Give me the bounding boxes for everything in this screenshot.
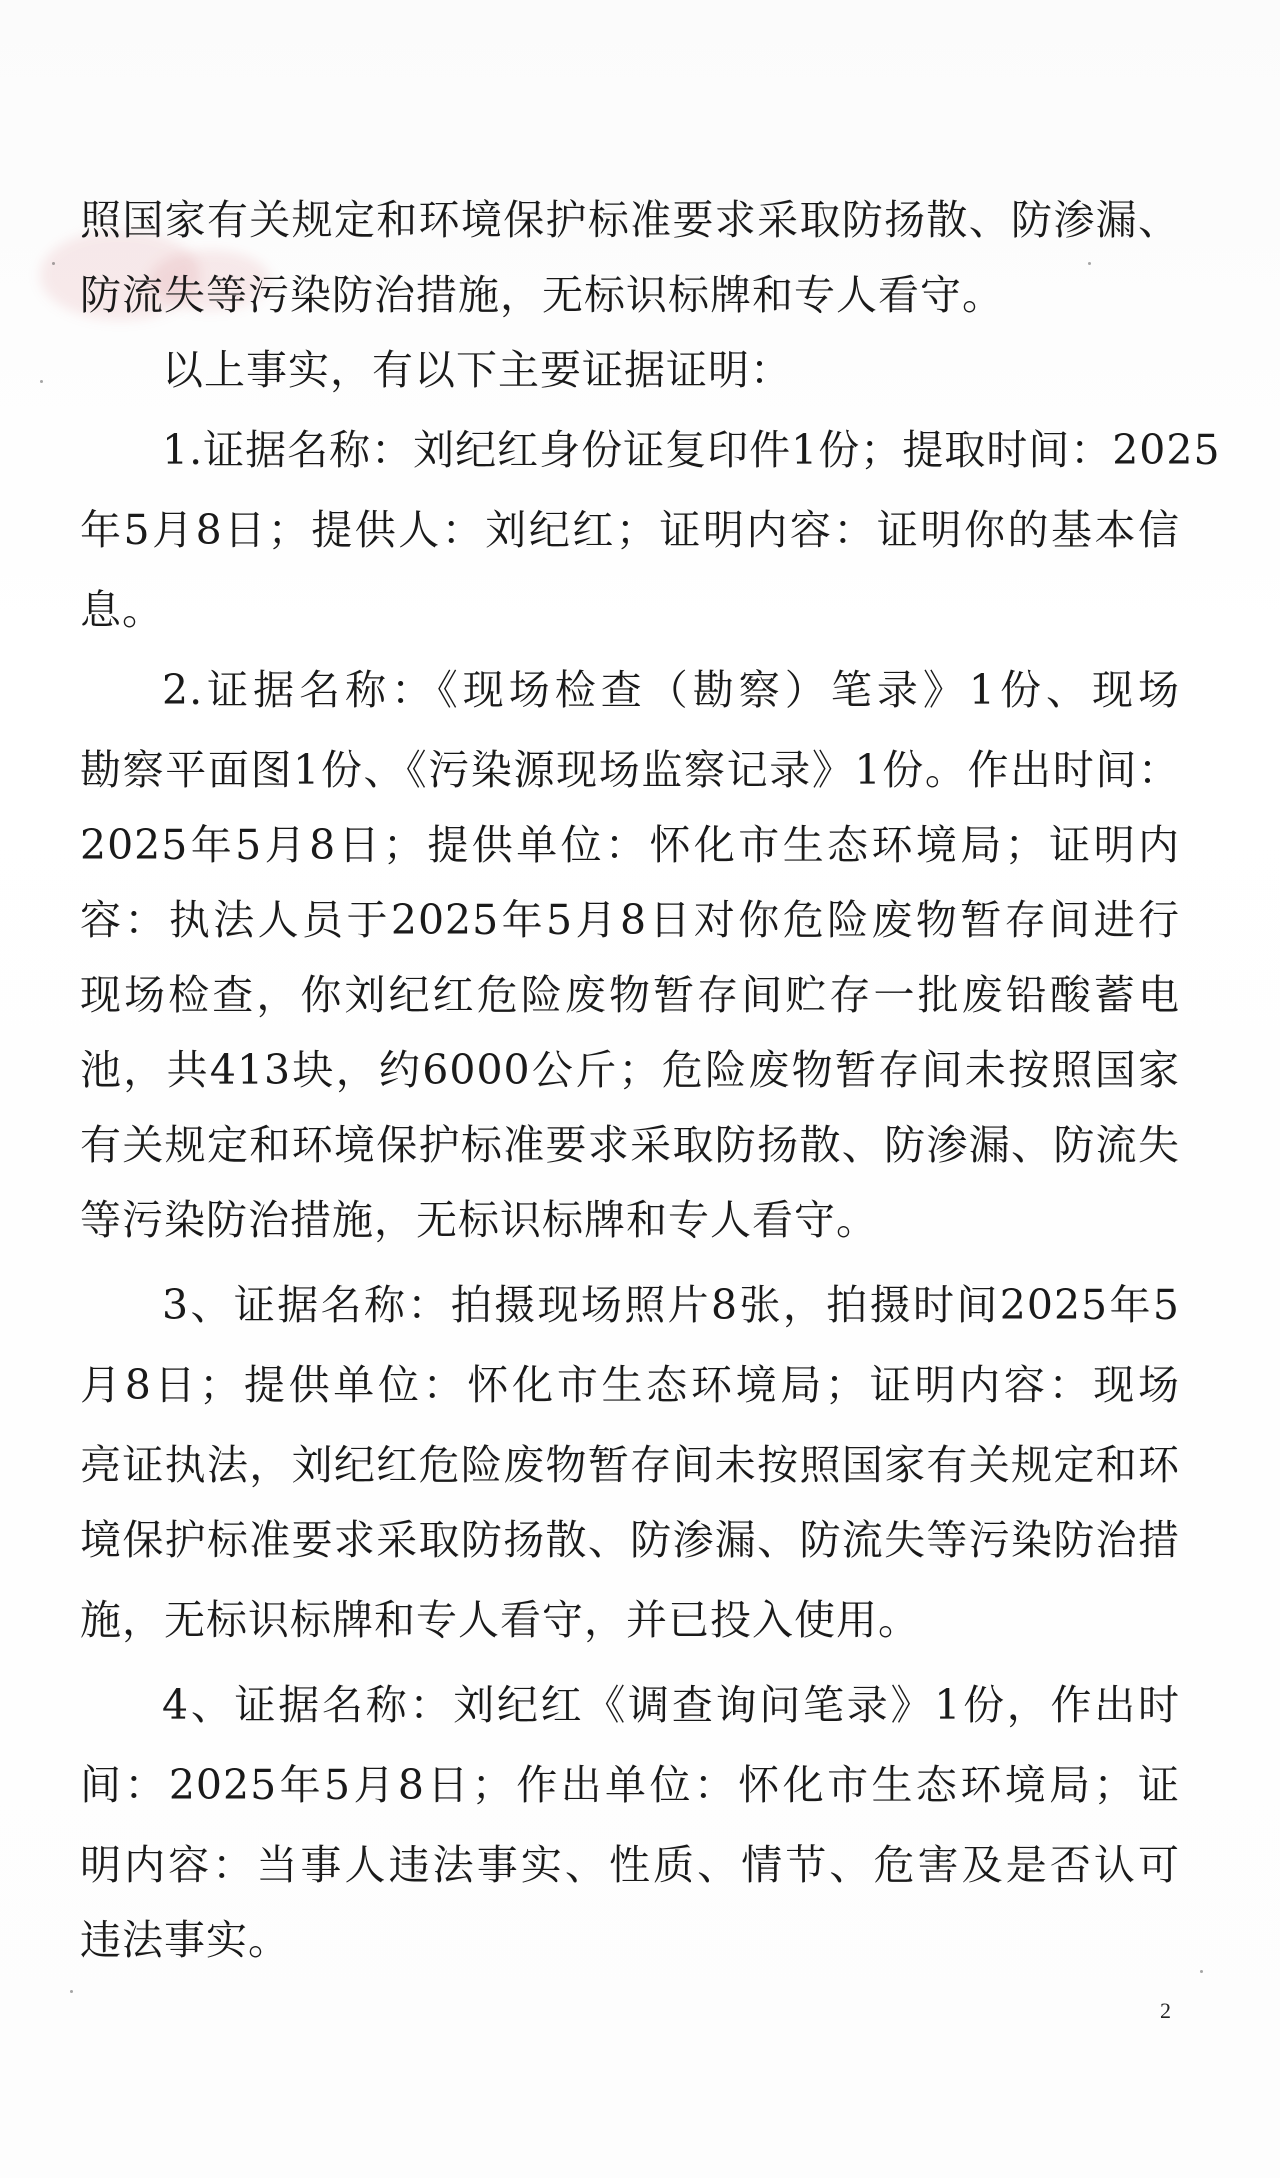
evidence-2-line: 容：执法人员于2025年5月8日对你危险废物暂存间进行 bbox=[80, 896, 1180, 944]
evidence-3-line: 施，无标识标牌和专人看守，并已投入使用。 bbox=[80, 1596, 920, 1644]
evidence-1-line: 1.证据名称：刘纪红身份证复印件1份；提取时间：2025 bbox=[162, 426, 1221, 474]
evidence-4-line: 间：2025年5月8日；作出单位：怀化市生态环境局；证 bbox=[80, 1761, 1180, 1809]
evidence-2-line: 有关规定和环境保护标准要求采取防扬散、防渗漏、防流失 bbox=[80, 1121, 1180, 1169]
evidence-2-line: 等污染防治措施，无标识标牌和专人看守。 bbox=[80, 1196, 878, 1244]
scan-speck bbox=[40, 380, 43, 383]
evidence-2-line: 勘察平面图1份、《污染源现场监察记录》1份。作出时间： bbox=[80, 746, 1180, 794]
evidence-2-line: 池，共413块，约6000公斤；危险废物暂存间未按照国家 bbox=[80, 1046, 1180, 1094]
text-line: 照国家有关规定和环境保护标准要求采取防扬散、防渗漏、 bbox=[80, 196, 1180, 244]
evidence-2-line: 现场检查，你刘纪红危险废物暂存间贮存一批废铅酸蓄电 bbox=[80, 971, 1180, 1019]
evidence-3-line: 境保护标准要求采取防扬散、防渗漏、防流失等污染防治措 bbox=[80, 1516, 1180, 1564]
text-line: 防流失等污染防治措施，无标识标牌和专人看守。 bbox=[80, 271, 1004, 319]
evidence-4-line: 明内容：当事人违法事实、性质、情节、危害及是否认可 bbox=[80, 1841, 1180, 1889]
evidence-3-line: 月8日；提供单位：怀化市生态环境局；证明内容：现场 bbox=[80, 1361, 1180, 1409]
evidence-4-line: 违法事实。 bbox=[80, 1916, 290, 1964]
evidence-2-line: 2.证据名称：《现场检查（勘察）笔录》1份、现场 bbox=[162, 666, 1180, 714]
scan-speck bbox=[1200, 1970, 1203, 1973]
evidence-1-line: 息。 bbox=[80, 586, 164, 634]
scan-speck bbox=[1088, 262, 1091, 265]
evidence-2-line: 2025年5月8日；提供单位：怀化市生态环境局；证明内 bbox=[80, 821, 1180, 869]
text-line: 以上事实，有以下主要证据证明： bbox=[162, 346, 792, 394]
evidence-1-line: 年5月8日；提供人：刘纪红；证明内容：证明你的基本信 bbox=[80, 506, 1180, 554]
scan-speck bbox=[70, 1990, 73, 1993]
evidence-4-line: 4、证据名称：刘纪红《调查询问笔录》1份，作出时 bbox=[162, 1681, 1180, 1729]
page-number: 2 bbox=[1160, 1998, 1171, 2023]
evidence-3-line: 3、证据名称：拍摄现场照片8张，拍摄时间2025年5 bbox=[162, 1281, 1180, 1329]
evidence-3-line: 亮证执法，刘纪红危险废物暂存间未按照国家有关规定和环 bbox=[80, 1441, 1180, 1489]
scan-speck bbox=[52, 262, 55, 265]
